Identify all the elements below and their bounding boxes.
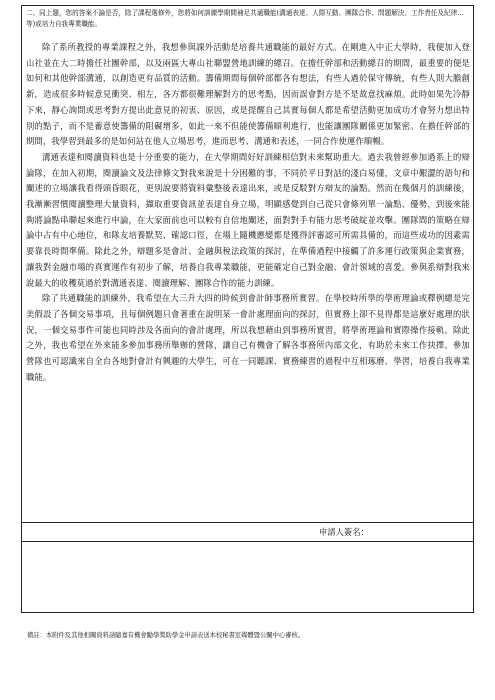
essay-paragraph-2: 溝通表達和閱讀資料也是十分重要的能力，在大學期間好好訓練相信對未來幫助重大。過去我曾經參加過系上的辯論隊，在加入初期，閱讀論文及法律條文對我來說是十分困難的事，不同於平日對話的淺白易懂，文章中艱澀的語句和闡述的立場讓我看得頭昏眼花，更別說要將資料彙整後表達出來，或是反駁對方辯友的論點。然而在幾個月的訓練後，我漸漸習慣閱讀整理大量資料，擷取重要資訊並表達自身立場，明顯感覺到自己從只會條列單一論點、優勢，到後來能夠將論點串聯起來進行申論，在大家面前也可以較有自信地闡述，面對對手有能力思考破綻並攻擊。團隊間的策略在辯論中占有中心地位，和隊友培養默契、確認口徑，在場上隨機應變都是獲得評審認可所需具備的，而這些成功的因素需要靠長時間準備。除此之外，辯題多是會計、金融與稅法政策的探討，在準備過程中接觸了許多運行政策與企業實務，讓我對金融市場的真實運作有初步了解，培養自我專業職能，更能確定自己對金融、會計領域的喜愛。參與系辯對我來說最大的收穫莫過於對溝通表達、閱讀理解、團隊合作的能力訓練。 [26, 151, 470, 288]
essay-body [26, 40, 470, 385]
essay-paragraph-3: 除了共通職能的訓練外，我希望在大三升大四的時候到會計師事務所實習。在學校時所學的學術理論或釋例總是完美假設了各個交易事項，且每個例題只會著重在說明某一會計處理面向的探討，但實務上卻不見得都是這麼好處理的狀況，一個交易事件可能也同時涉及各面向的會計處理，所以我想藉由到事務所實習，將學術理論和實際操作接軌。除此之外，我也希望在外來能多參加事務所舉辦的營隊，讓自己有機會了解各事務所內部文化，有助於未來工作抉擇。參加營隊也可認識來自全台各地對會計有興趣的大學生，可在一同聽課、實務練習的過程中互相琢磨、學習，培養自我專業職能。 [26, 293, 470, 382]
signature-row [22, 522, 473, 542]
essay-paragraph-1: 除了系所教授的專業課程之外，我想參與課外活動是培養共通職能的最好方式。在剛進入中正大學時，我便加入登山社並在大二時擔任社團幹部，以及兩區大專山社聯盟營地訓練的總召。在擔任幹部和活動總召的期間，最重要的便是如何和其他幹部溝通，以創造更有品質的活動。籌備期間每個幹部都各有想法，有些人過於保守傳統，有些人則大膽創新，造成很多時候意見衝突、相左，各方都很難理解對方的思考點，因而誤會對方是不是故意找麻煩。此時如果先冷靜下來，靜心詢問或思考對方提出此意見的初衷、原因，或是提醒自己其實每個人都是希望活動更加成功才會努力想出特別的點子，而不是蓄意使籌備的阻礙增多，如此一來不但能使籌備順利進行，也能讓團隊關係更加緊密。在擔任幹部的期間，我學習到最多的是如何站在他人立場思考，進而思考、溝通和表述，一同合作使運作順暢。 [26, 42, 470, 147]
footnote: 備註：本附件及其他相關資料請隨嘉有機會勵學獎助學金申請表送本校秘書室媒體暨公關中心審核。 [27, 632, 305, 639]
signature-label: 申請人簽名： [319, 527, 369, 537]
question-instruction: 二、同上題，您的答案不論是否，除了課程選修外，您將如何訓練學期間補足共通職能(溝通表達、人際互動、團隊合作、問題解決、工作責任及紀律…等)或培力自我專業職能。 [26, 9, 464, 28]
essay-form [21, 5, 474, 613]
signature-box[interactable] [22, 542, 473, 614]
